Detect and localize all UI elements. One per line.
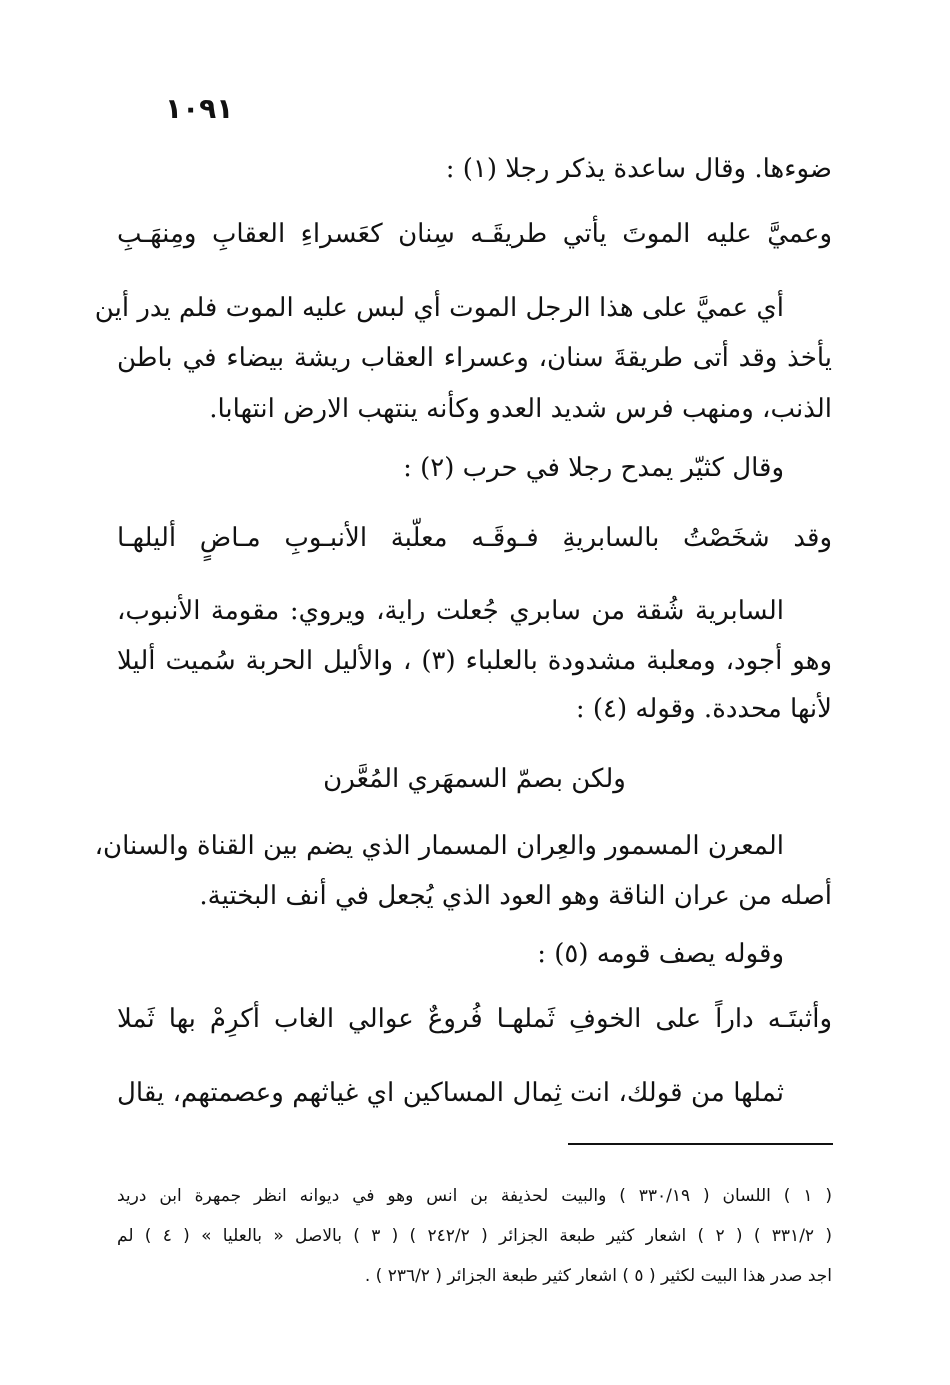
- text-line: وهو أجود، ومعلبة مشدودة بالعلباء (٣) ، والأليل الحربة سُميت أليلا: [117, 646, 833, 676]
- text-line: أصله من عران الناقة وهو العود الذي يُجعل في أنف البختية.: [199, 881, 832, 911]
- footnote-line: اجد صدر هذا البيت لكثير ( ٥ ) اشعار كثير طبعة الجزائر ( ٢٣٦/٢ ) .: [364, 1266, 832, 1286]
- text-line: لأنها محددة. وقوله (٤) :: [575, 694, 832, 724]
- footnote-line: ( ١ ) اللسان ( ٣٣٠/١٩ ) والبيت لحذيفة بن انس وهو في ديوانه انظر جمهرة ابن دريد: [117, 1186, 832, 1206]
- verse-line: ولكن بصمّ السمهَري المُعَّرن: [323, 764, 626, 794]
- text-line: الذنب، ومنهب فرس شديد العدو وكأنه ينتهب الارض انتهابا.: [209, 394, 832, 424]
- text-line: ضوءها. وقال ساعدة يذكر رجلا (١) :: [445, 154, 832, 184]
- verse-line: وقد شخَصْتُ بالسابريةِ فـوقَـه معلّبة الأنبـوبِ مـاضٍ أليلهـا: [117, 523, 832, 553]
- page-number: ١٠٩١: [165, 92, 234, 125]
- footnote-line: ( ٣٣١/٢ ) ( ٢ ) اشعار كثير طبعة الجزائر ( ٢٤٢/٢ ) ( ٣ ) بالاصل « بالعليا » ( ٤ ) لم: [117, 1226, 832, 1246]
- text-line: يأخذ وقد أتى طريقةَ سنان، وعسراء العقاب ريشة بيضاء في باطن: [117, 343, 832, 373]
- text-line: المعرن المسمور والعِران المسمار الذي يضم بين القناة والسنان،: [94, 831, 784, 861]
- verse-line: وعميَّ عليه الموتَ يأتي طريقَـه سِنان كعَسراءِ العقابِ ومِنهَـبِ: [117, 219, 832, 249]
- footnote-separator: [568, 1143, 833, 1145]
- text-line: ثملها من قولك، انت ثِمال المساكين اي غياثهم وعصمتهم، يقال: [117, 1078, 784, 1108]
- text-line: وقال كثيّر يمدح رجلا في حرب (٢) :: [403, 453, 784, 483]
- text-line: وقوله يصف قومه (٥) :: [537, 939, 784, 969]
- text-line: أي عميَّ على هذا الرجل الموت أي لبس عليه الموت فلم يدر أين: [94, 293, 784, 323]
- text-line: السابرية شُقة من سابري جُعلت راية، ويروي: مقومة الأنبوب،: [117, 596, 784, 626]
- verse-line: وأثبتَـه داراً على الخوفِ ثَملهـا فُروعٌ عوالي الغاب أكرِمْ بها ثَملا: [117, 1004, 832, 1034]
